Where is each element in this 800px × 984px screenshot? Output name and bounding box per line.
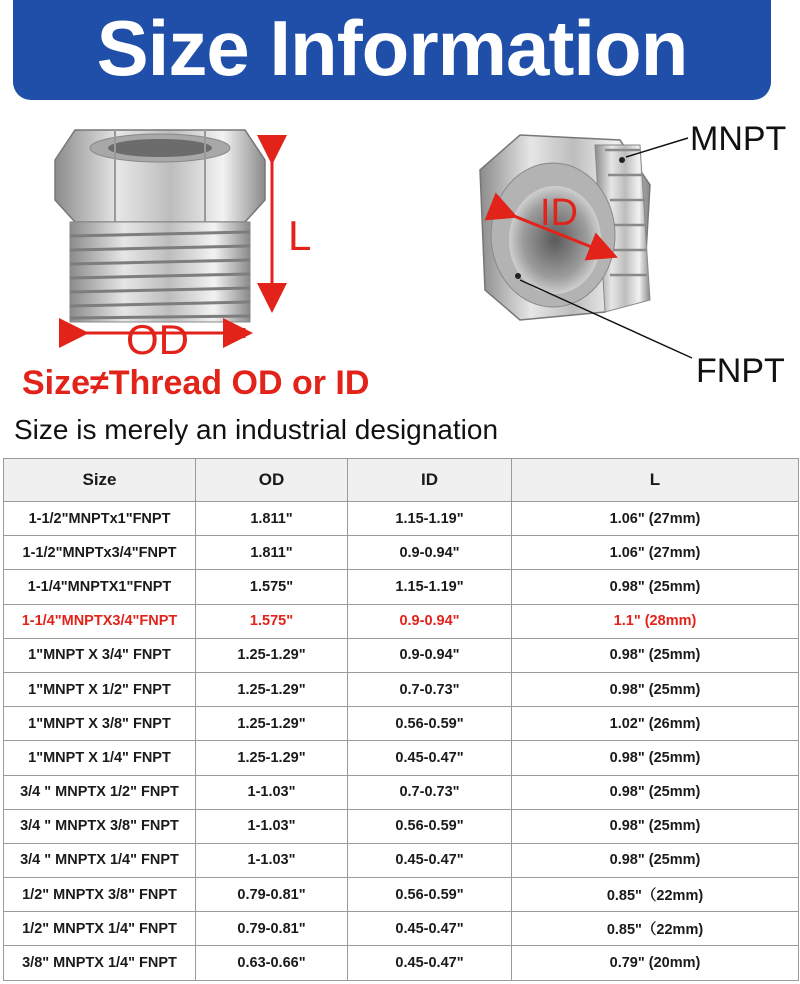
table-row <box>4 843 799 877</box>
title-banner <box>13 0 771 100</box>
id-cell: 0.45-0.47" <box>348 843 512 877</box>
table-header-row <box>4 459 799 502</box>
od-cell: 1.25-1.29" <box>196 672 348 706</box>
od-cell: 1.575" <box>196 604 348 638</box>
size-cell: 1/2" MNPTX 1/4" FNPT <box>4 912 196 946</box>
table-row <box>4 741 799 775</box>
l-cell: 1.06" (27mm) <box>512 536 799 570</box>
od-cell: 1.811" <box>196 502 348 536</box>
size-cell: 3/4 " MNPTX 1/2" FNPT <box>4 775 196 809</box>
l-cell: 1.02" (26mm) <box>512 707 799 741</box>
bushing-drawings <box>0 108 800 408</box>
id-cell: 1.15-1.19" <box>348 502 512 536</box>
size-cell: 1-1/4"MNPTX3/4"FNPT <box>4 604 196 638</box>
table-row <box>4 775 799 809</box>
od-cell: 0.63-0.66" <box>196 946 348 980</box>
size-cell: 3/4 " MNPTX 1/4" FNPT <box>4 843 196 877</box>
l-cell: 0.98" (25mm) <box>512 809 799 843</box>
l-cell: 0.98" (25mm) <box>512 843 799 877</box>
product-illustrations <box>0 108 800 408</box>
mnpt-label: MNPT <box>690 120 787 158</box>
id-cell: 1.15-1.19" <box>348 570 512 604</box>
id-cell: 0.56-0.59" <box>348 707 512 741</box>
table-row <box>4 707 799 741</box>
size-cell: 1-1/2"MNPTx1"FNPT <box>4 502 196 536</box>
table-row <box>4 570 799 604</box>
header-l: L <box>512 459 799 502</box>
od-cell: 1-1.03" <box>196 775 348 809</box>
l-cell: 0.98" (25mm) <box>512 672 799 706</box>
id-cell: 0.7-0.73" <box>348 775 512 809</box>
header-size: Size <box>4 459 196 502</box>
fnpt-label: FNPT <box>696 352 785 390</box>
id-cell: 0.45-0.47" <box>348 946 512 980</box>
id-cell: 0.7-0.73" <box>348 672 512 706</box>
outer-diameter-label: OD <box>126 316 189 363</box>
size-cell: 1/2" MNPTX 3/8" FNPT <box>4 878 196 912</box>
od-cell: 1.25-1.29" <box>196 707 348 741</box>
od-cell: 0.79-0.81" <box>196 878 348 912</box>
table-row <box>4 946 799 980</box>
l-cell: 0.79" (20mm) <box>512 946 799 980</box>
table-row <box>4 502 799 536</box>
od-cell: 0.79-0.81" <box>196 912 348 946</box>
l-cell: 0.98" (25mm) <box>512 741 799 775</box>
header-od: OD <box>196 459 348 502</box>
od-cell: 1.25-1.29" <box>196 638 348 672</box>
id-cell: 0.56-0.59" <box>348 878 512 912</box>
length-label: L <box>288 212 312 259</box>
id-cell: 0.45-0.47" <box>348 741 512 775</box>
l-cell: 0.85"（22mm) <box>512 912 799 946</box>
id-cell: 0.9-0.94" <box>348 604 512 638</box>
id-cell: 0.56-0.59" <box>348 809 512 843</box>
od-cell: 1.575" <box>196 570 348 604</box>
id-cell: 0.9-0.94" <box>348 638 512 672</box>
table-row <box>4 809 799 843</box>
table-row <box>4 878 799 912</box>
od-cell: 1.811" <box>196 536 348 570</box>
od-cell: 1-1.03" <box>196 843 348 877</box>
size-cell: 1"MNPT X 3/4" FNPT <box>4 638 196 672</box>
header-id: ID <box>348 459 512 502</box>
table-row <box>4 638 799 672</box>
table-row <box>4 912 799 946</box>
size-cell: 1-1/2"MNPTx3/4"FNPT <box>4 536 196 570</box>
inner-diameter-label: ID <box>540 192 578 234</box>
l-cell: 1.1" (28mm) <box>512 604 799 638</box>
l-cell: 0.98" (25mm) <box>512 775 799 809</box>
size-cell: 1"MNPT X 1/2" FNPT <box>4 672 196 706</box>
table-row <box>4 672 799 706</box>
table-row <box>4 604 799 638</box>
table-body <box>4 502 799 981</box>
id-cell: 0.9-0.94" <box>348 536 512 570</box>
size-cell: 3/4 " MNPTX 3/8" FNPT <box>4 809 196 843</box>
subtitle: Size is merely an industrial designation <box>14 414 499 445</box>
size-cell: 3/8" MNPTX 1/4" FNPT <box>4 946 196 980</box>
size-cell: 1-1/4"MNPTX1"FNPT <box>4 570 196 604</box>
table-row <box>4 536 799 570</box>
id-cell: 0.45-0.47" <box>348 912 512 946</box>
bushing-side-view <box>55 130 265 322</box>
l-cell: 0.85"（22mm) <box>512 878 799 912</box>
l-cell: 0.98" (25mm) <box>512 638 799 672</box>
size-cell: 1"MNPT X 3/8" FNPT <box>4 707 196 741</box>
od-cell: 1-1.03" <box>196 809 348 843</box>
od-cell: 1.25-1.29" <box>196 741 348 775</box>
size-table <box>3 458 799 981</box>
size-cell: 1"MNPT X 1/4" FNPT <box>4 741 196 775</box>
l-cell: 0.98" (25mm) <box>512 570 799 604</box>
l-cell: 1.06" (27mm) <box>512 502 799 536</box>
page-title: Size Information <box>96 4 688 92</box>
size-note: Size≠Thread OD or ID <box>22 364 370 402</box>
